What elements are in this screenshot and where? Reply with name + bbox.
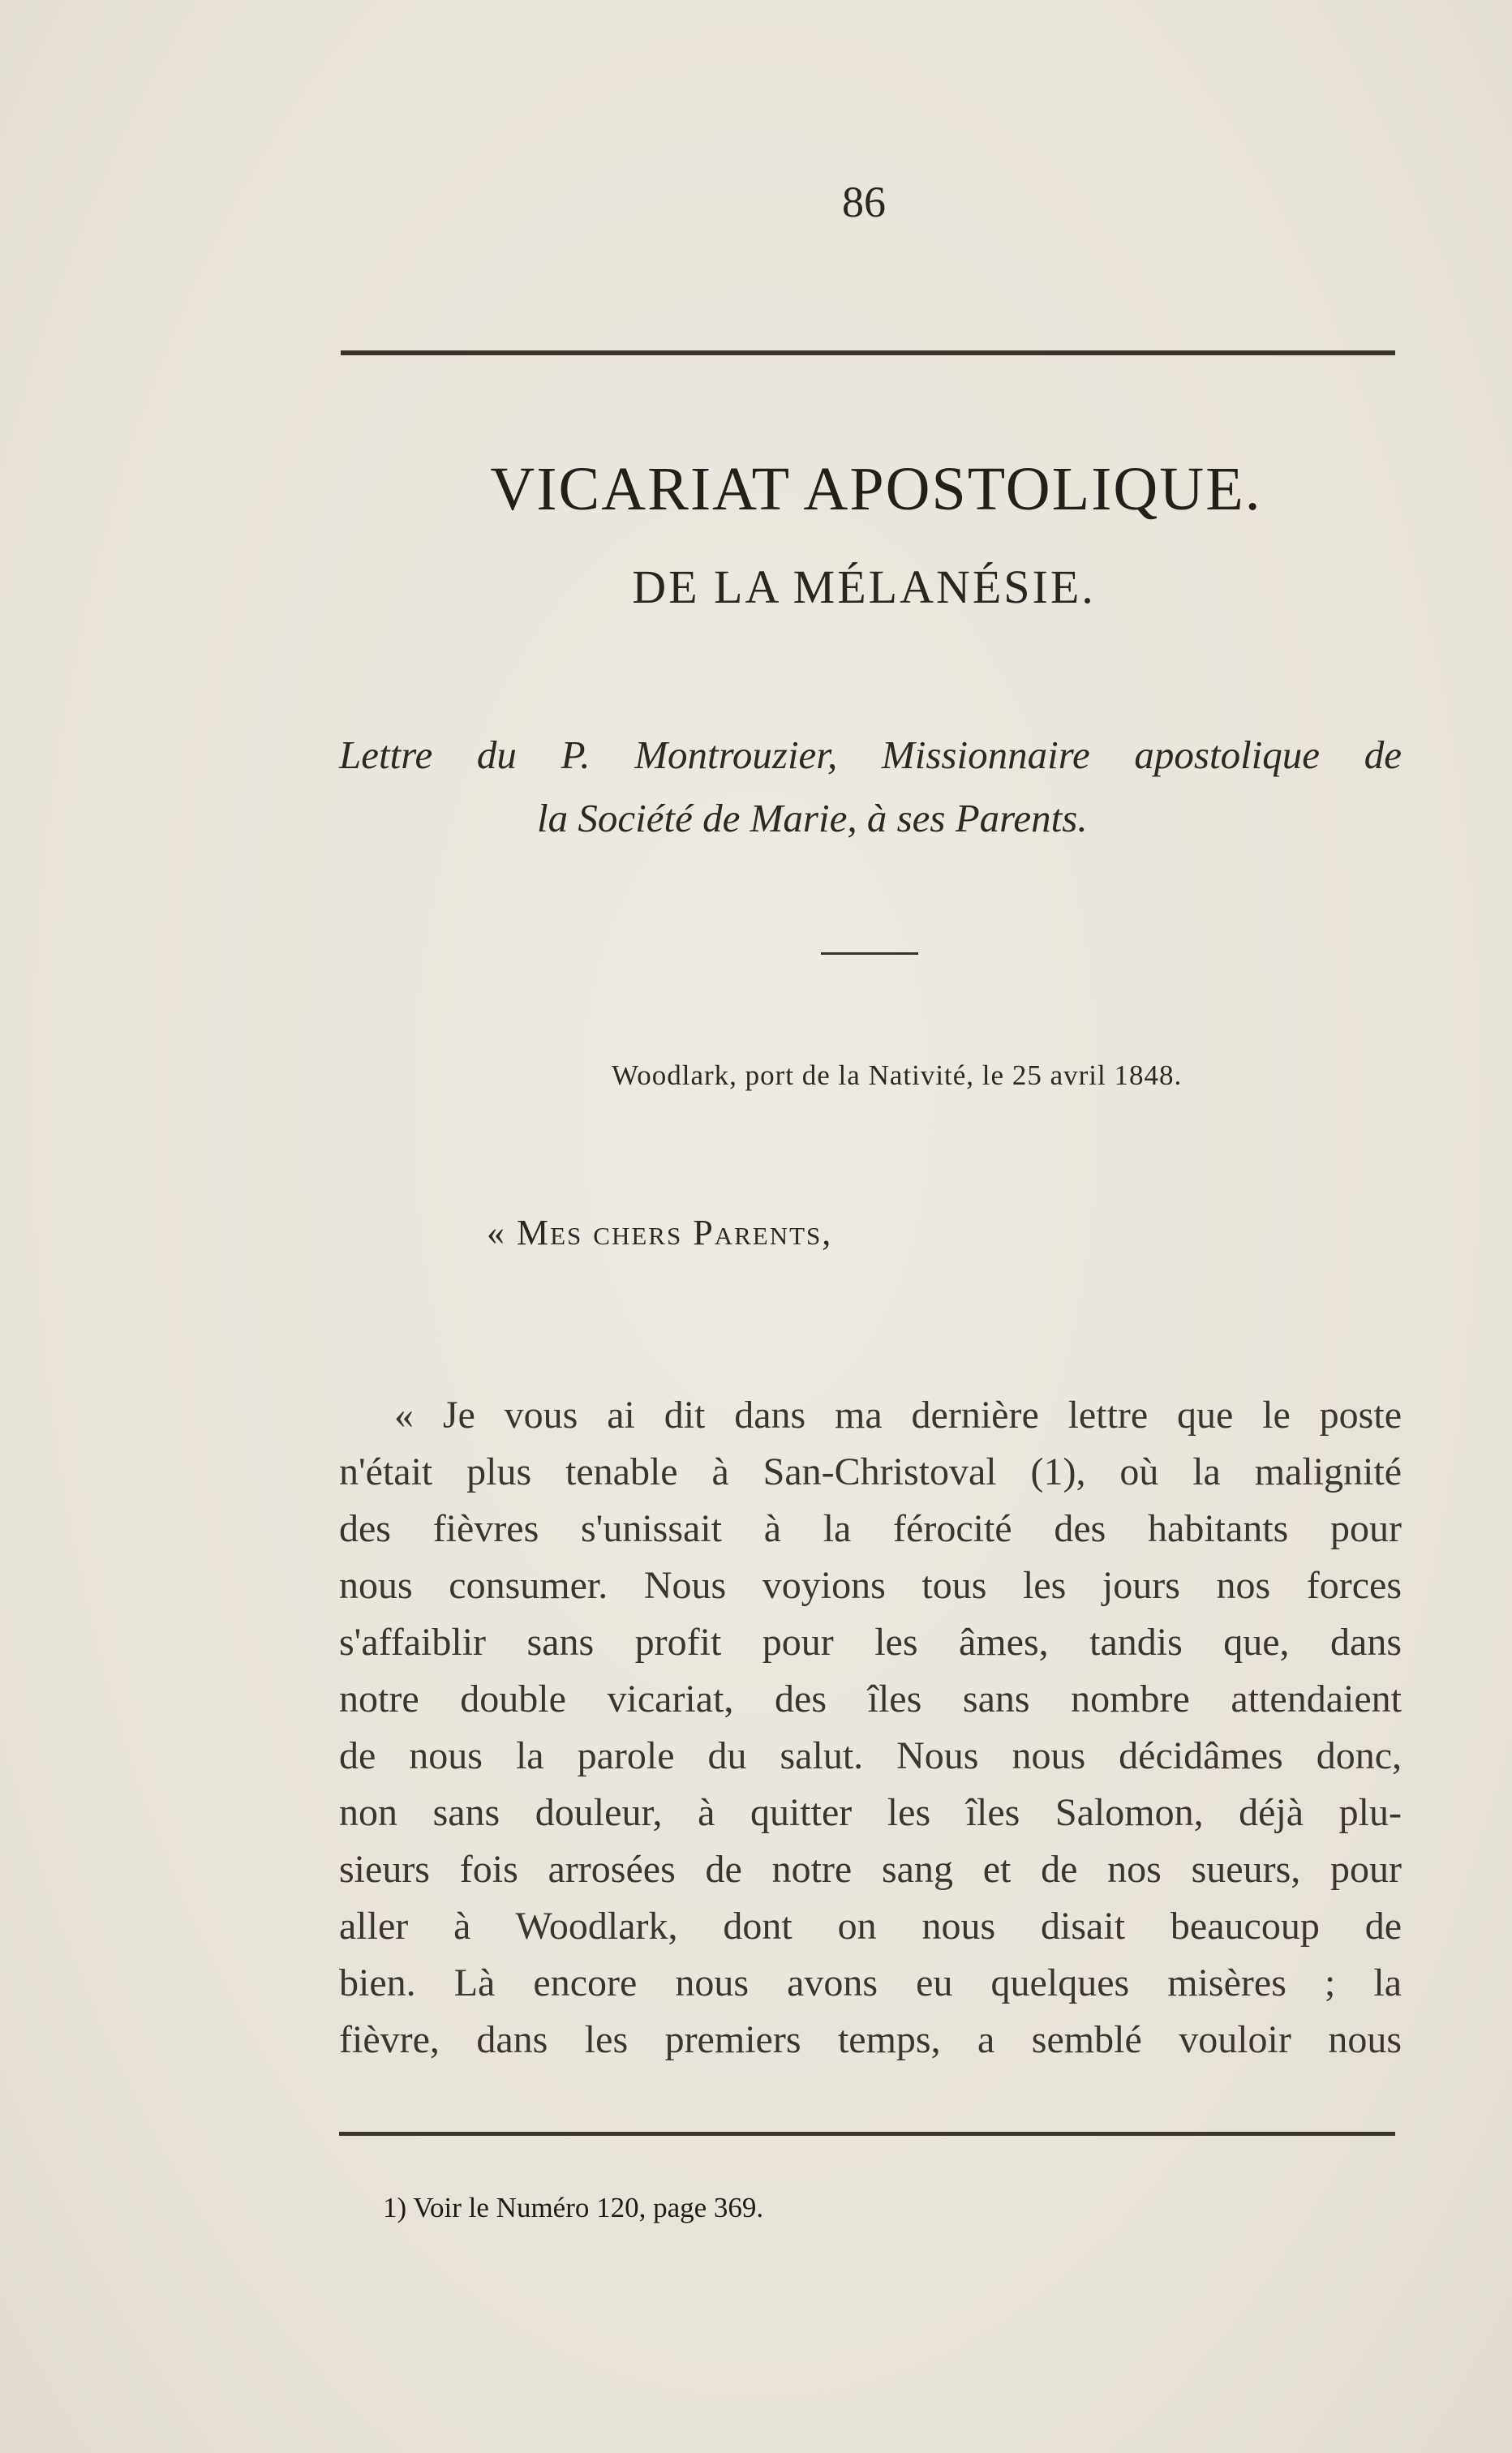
body-line: « Je vous ai dit dans ma dernière lettre que le poste [394, 1394, 1402, 1437]
body-line: non sans douleur, à quitter les îles Salomon, déjà plu- [339, 1791, 1402, 1834]
dateline: Woodlark, port de la Nativité, le 25 avril 1848. [612, 1059, 1183, 1091]
letter-title [339, 724, 1402, 850]
separator-rule [821, 952, 918, 955]
letter-title-line-1: Lettre du P. Montrouzier, Missionnaire apostolique de [339, 732, 1402, 777]
body-line: sieurs fois arrosées de notre sang et de nos sueurs, pour [339, 1848, 1402, 1891]
header-rule [341, 350, 1395, 355]
section-title: VICARIAT APOSTOLIQUE. [490, 455, 1262, 523]
body-line: n'était plus tenable à San-Christoval (1), où la malignité [339, 1450, 1402, 1493]
salutation: « Mes chers Parents, [487, 1213, 833, 1252]
body-line: bien. Là encore nous avons eu quelques misères ; la [339, 1961, 1402, 2004]
body-line: notre double vicariat, des îles sans nombre attendaient [339, 1678, 1402, 1721]
body-line: nous consumer. Nous voyions tous les jours nos forces [339, 1564, 1402, 1607]
body-line: de nous la parole du salut. Nous nous décidâmes donc, [339, 1734, 1402, 1777]
body-line: s'affaiblir sans profit pour les âmes, tandis que, dans [339, 1621, 1402, 1664]
page-number: 86 [842, 178, 886, 226]
letter-title-line-2: la Société de Marie, à ses Parents. [537, 796, 1088, 840]
footnote: 1) Voir le Numéro 120, page 369. [383, 2192, 764, 2223]
footnote-rule [339, 2132, 1395, 2136]
body-line: fièvre, dans les premiers temps, a semblé vouloir nous [339, 2018, 1402, 2061]
body-line: aller à Woodlark, dont on nous disait beaucoup de [339, 1905, 1402, 1948]
section-subtitle: DE LA MÉLANÉSIE. [632, 561, 1096, 613]
body-line: des fièvres s'unissait à la férocité des habitants pour [339, 1507, 1402, 1550]
letter-body [339, 1387, 1402, 2069]
